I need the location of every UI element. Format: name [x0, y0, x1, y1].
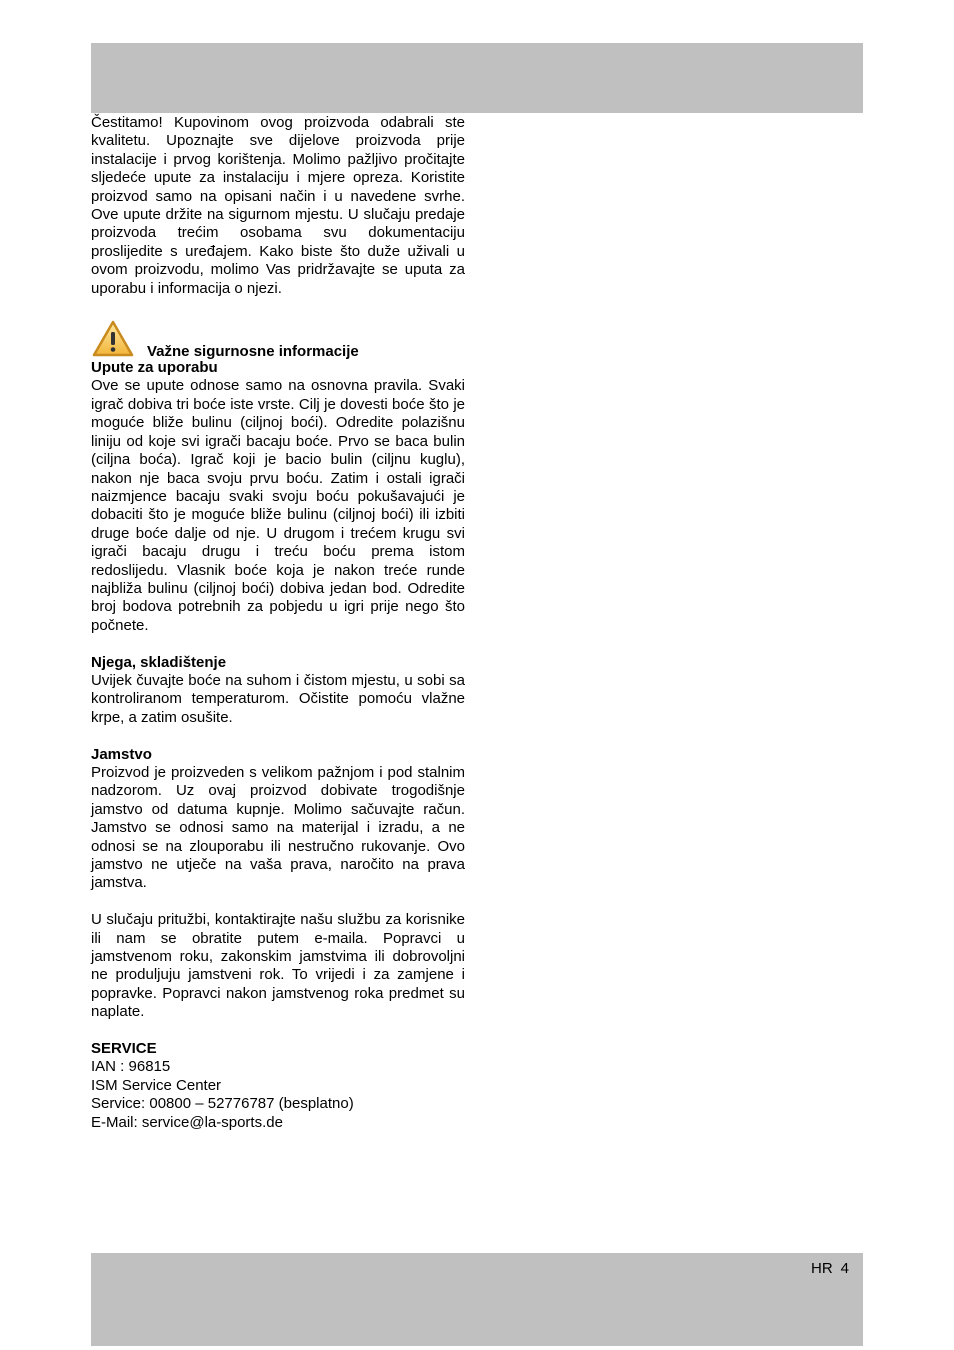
care-heading: Njega, skladištenje: [91, 653, 227, 671]
warranty-text-2: U slučaju pritužbi, kontaktirajte našu službu za korisnike ili nam se obratite putem e-maila. Popravci u jamstvenom roku, zakonskim jamstvima ili dobrovoljni ne produljuju jamstveni rok. To vrijedi i za zamjene i popravke. Popravci nakon jamstvenog roka predmet su naplate.: [91, 911, 465, 1021]
safety-heading-row: [91, 311, 465, 359]
service-heading: SERVICE: [91, 1040, 157, 1058]
safety-title: Važne sigurnosne informacije: [147, 342, 359, 360]
footer-band: [91, 1253, 863, 1346]
usage-text: Ove se upute odnose samo na osnovna pravila. Svaki igrač dobiva tri boće iste vrste. Cilj je dovesti boće što je moguće bliže bulinu (ciljnoj boći). Odredite polazišnu liniju od koje svi igrači bacaju boće. Prvo se baca bulin (ciljna boća). Igrač koji je bacio bulin (ciljnu kuglu), nakon nje baca svoju prvu boću. Zatim i ostali igrači naizmjence bacaju svaki svoju boću pokušavajući je dobaciti što je moguće bliže bulinu (ciljnoj boći) ili izbiti druge boće dalje od nje. U drugom i trećem krugu svi igrači bacaju drugu i treću boću prema istom redoslijedu. Vlasnik boće koja je nakon treće runde najbliža bulinu (ciljnoj boći) dobiva jedan bod. Odredite broj bodova potrebnih za pobjedu u igri prije nego što počnete.: [91, 377, 465, 634]
service-phone: Service: 00800 – 52776787 (besplatno): [91, 1095, 354, 1113]
warning-icon: [91, 319, 135, 359]
content-column: [91, 114, 465, 1132]
care-text: Uvijek čuvajte boće na suhom i čistom mjestu, u sobi sa kontroliranom temperaturom. Očistite pomoću vlažne krpe, a zatim osušite.: [91, 671, 465, 726]
usage-heading: Upute za uporabu: [91, 359, 218, 377]
service-center: ISM Service Center: [91, 1076, 222, 1094]
header-band: [91, 43, 863, 113]
page-label: [803, 1260, 849, 1277]
warranty-heading: Jamstvo: [91, 745, 152, 763]
service-email: E-Mail: service@la-sports.de: [91, 1113, 283, 1131]
warranty-text-1: Proizvod je proizveden s velikom pažnjom i pod stalnim nadzorom. Uz ovaj proizvod dobivate trogodišnje jamstvo od datuma kupnje. Molimo sačuvajte račun. Jamstvo se odnosi samo na materijal i izradu, a ne odnosi se na zlouporabu ili nestručno rukovanje. Ovo jamstvo ne utječe na vaša prava, naročito na prava jamstva.: [91, 763, 465, 892]
language-code: HR: [810, 1260, 833, 1277]
intro-paragraph: Čestitamo! Kupovinom ovog proizvoda odabrali ste kvalitetu. Upoznajte sve dijelove proizvoda prije instalacije i prvog korištenja. Molimo pažljivo pročitajte sljedeće upute za instalaciju i mjere opreza. Koristite proizvod samo na opisani način i u navedene svrhe. Ove upute držite na sigurnom mjestu. U slučaju predaje proizvoda trećim osobama svu dokumentaciju proslijedite s uređajem. Kako biste što duže uživali u ovom proizvodu, molimo Vas pridržavajte se uputa za uporabu i informacija o njezi.: [91, 114, 465, 297]
page-number: 4: [840, 1260, 849, 1277]
service-ian: IAN : 96815: [91, 1058, 171, 1076]
